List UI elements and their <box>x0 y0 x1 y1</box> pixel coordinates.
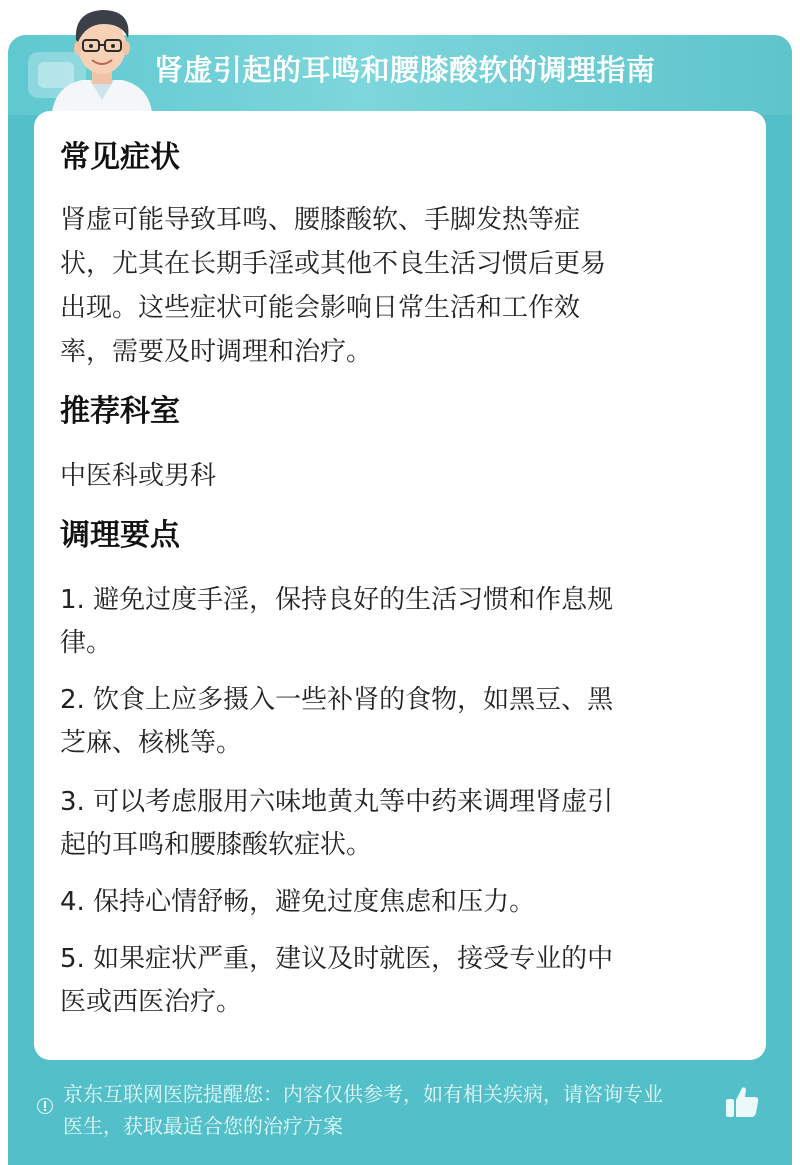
disclaimer-line-2: 医生，获取最适合您的治疗方案 <box>63 1114 343 1138</box>
care-item-1-line-2: 律。 <box>60 628 113 658</box>
care-item-4-line-1: 4. 保持心情舒畅，避免过度焦虑和压力。 <box>60 887 536 917</box>
section-title-symptoms: 常见症状 <box>60 140 180 175</box>
page-title: 肾虚引起的耳鸣和腰膝酸软的调理指南 <box>154 53 656 87</box>
section-title-department: 推荐科室 <box>60 394 180 429</box>
symptoms-line-4: 率，需要及时调理和治疗。 <box>60 337 373 367</box>
symptoms-line-2: 状，尤其在长期手淫或其他不良生活习惯后更易 <box>60 249 607 279</box>
care-item-3-line-2: 起的耳鸣和腰膝酸软症状。 <box>60 830 373 860</box>
info-icon <box>37 1098 53 1114</box>
care-item-3-line-1: 3. 可以考虑服用六味地黄丸等中药来调理肾虚引 <box>60 787 614 817</box>
care-item-5-line-2: 医或西医治疗。 <box>60 987 243 1017</box>
care-item-2-line-1: 2. 饮食上应多摄入一些补肾的食物，如黑豆、黑 <box>60 685 614 715</box>
disclaimer-line-1: 京东互联网医院提醒您：内容仅供参考，如有相关疾病，请咨询专业 <box>63 1082 663 1106</box>
care-item-1-line-1: 1. 避免过度手淫，保持良好的生活习惯和作息规 <box>60 585 614 615</box>
doctor-avatar-icon <box>42 0 162 112</box>
symptoms-line-3: 出现。这些症状可能会影响日常生活和工作效 <box>60 293 581 323</box>
department-text: 中医科或男科 <box>60 461 217 491</box>
section-title-care: 调理要点 <box>60 518 180 553</box>
disclaimer <box>63 1078 733 1142</box>
thumbs-up-icon[interactable] <box>722 1082 762 1122</box>
symptoms-line-1: 肾虚可能导致耳鸣、腰膝酸软、手脚发热等症 <box>60 205 581 235</box>
care-item-5-line-1: 5. 如果症状严重，建议及时就医，接受专业的中 <box>60 944 614 974</box>
care-item-2-line-2: 芝麻、核桃等。 <box>60 728 243 758</box>
